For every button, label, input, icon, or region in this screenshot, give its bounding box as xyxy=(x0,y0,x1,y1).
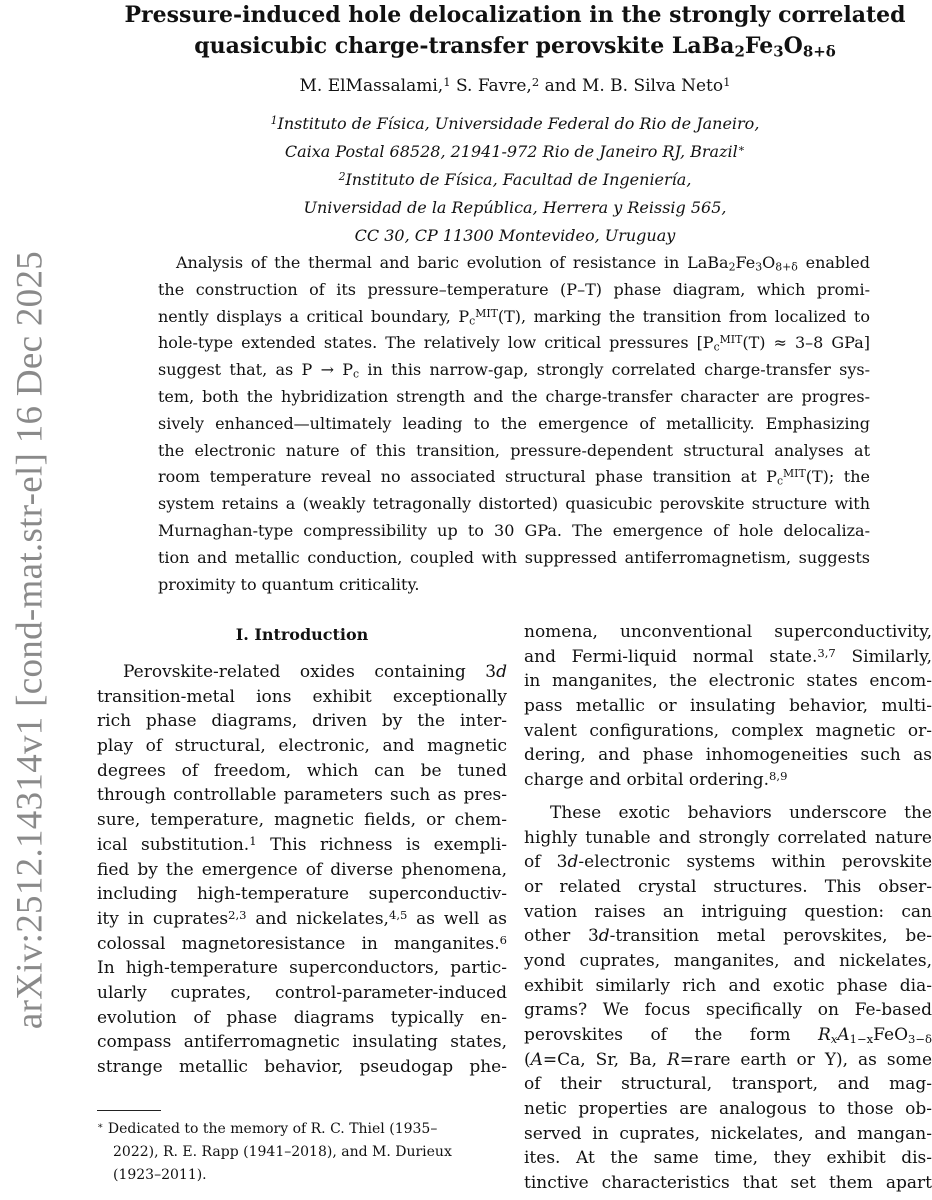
citation[interactable]: 4,5 xyxy=(388,907,408,922)
body-line: yond cuprates, manganites, and nickelates, xyxy=(524,950,932,971)
body-line: served in cuprates, nickelates, and mangan- xyxy=(524,1123,932,1144)
abstract-line: Murnaghan-type compressibility up to 30 GPa. The emergence of hole delocaliza- xyxy=(158,520,870,540)
abstract-line: suggest that, as $P \to P_c$ in this narrow-gap, strongly correlated charge-transfer sys- xyxy=(158,360,870,381)
body-line: nomena, unconventional superconductivity, xyxy=(524,622,932,642)
body-line: through controllable parameters such as pres- xyxy=(97,785,507,806)
right-column xyxy=(524,620,932,1196)
body-line: compass antiferromagnetic insulating states, xyxy=(97,1032,507,1053)
abstract-line: the electronic nature of this transition, pressure-dependent structural analyses at xyxy=(158,440,870,460)
body-line: degrees of freedom, which can be tuned xyxy=(97,760,507,781)
body-line: other 3d-transition metal perovskites, be- xyxy=(524,926,932,947)
footnote-line: 2022), R. E. Rapp (1941–2018), and M. Durieux xyxy=(113,1144,452,1160)
body-line: (A=Ca, Sr, Ba, R=rare earth or Y), as some xyxy=(524,1049,932,1070)
body-line: grams? We focus specifically on Fe-based xyxy=(524,1000,932,1021)
abstract-line: the construction of its pressure–temperature (P–T) phase diagram, which promi- xyxy=(158,279,870,299)
body-line: including high-temperature superconductiv- xyxy=(97,884,507,905)
abstract-line: proximity to quantum criticality. xyxy=(158,574,420,594)
body-line: ites. At the same time, they exhibit dis- xyxy=(524,1148,932,1169)
citation[interactable]: 6 xyxy=(499,932,507,947)
section-heading-introduction: I. Introduction xyxy=(235,625,369,644)
abstract-line: hole-type extended states. The relatively low critical pressures [$P_c^{MIT}(T) \approx 3-8$ GPa] xyxy=(158,333,870,355)
footnote-line: (1923–2011). xyxy=(113,1167,207,1183)
body-line: highly tunable and strongly correlated nature xyxy=(524,827,932,848)
body-line: strange metallic behavior, pseudogap phe- xyxy=(97,1057,507,1077)
abstract-line: sively enhanced—ultimately leading to the emergence of metallicity. Emphasizing xyxy=(158,413,870,433)
abstract-line: nently displays a critical boundary, $P_c^{MIT}(T)$, marking the transition from localized to xyxy=(158,306,870,328)
author-favre: S. Favre, xyxy=(450,76,532,96)
affiliation-1-line-1: $^1$Instituto de Física, Universidade Federal do Rio de Janeiro, xyxy=(270,114,760,133)
arxiv-identifier-stamp xyxy=(0,0,70,1200)
body-line: rich phase diagrams, driven by the inter- xyxy=(97,711,507,732)
footnote-rule xyxy=(97,1110,161,1111)
affiliation-2-line-2: Universidad de la República, Herrera y Reissig 565, xyxy=(303,198,727,217)
body-line: in manganites, the electronic states encom- xyxy=(524,671,932,692)
abstract-line: tion and metallic conduction, coupled with suppressed antiferromagnetism, suggests xyxy=(158,547,870,567)
body-line: or related crystal structures. This obser- xyxy=(524,876,932,897)
author-elmassalami: M. ElMassalami, xyxy=(299,76,444,96)
citation[interactable]: 1 xyxy=(249,833,257,848)
citation[interactable]: 8,9 xyxy=(769,768,788,783)
body-line: perovskites of the form $R_xA_{1-x}FeO_{3-\delta}$ xyxy=(524,1025,932,1046)
body-line: ularly cuprates, control-parameter-induced xyxy=(97,982,507,1003)
body-line: netic properties are analogous to those ob- xyxy=(524,1099,932,1120)
arxiv-id: arXiv:2512.14314v1 [cond-mat.str-el] 16 Dec 2025 xyxy=(9,250,51,1030)
body-line: tinctive characteristics that set them apart xyxy=(524,1173,932,1194)
affiliation-2-line-1: $^2$Instituto de Física, Facultad de Ingeniería, xyxy=(338,170,692,189)
title-line-1: Pressure-induced hole delocalization in the strongly correlated xyxy=(124,2,906,28)
body-line: charge and orbital ordering.$^{8,9}$ xyxy=(524,768,788,791)
footnote-line: ∗ Dedicated to the memory of R. C. Thiel (1935– xyxy=(97,1120,438,1137)
body-line: exhibit similarly rich and exotic phase dia- xyxy=(524,975,932,996)
author-list: M. ElMassalami,$^1$ S. Favre,$^2$ and M. B. Silva Neto$^1$ xyxy=(299,74,731,96)
body-line: play of structural, electronic, and magnetic xyxy=(97,736,507,757)
body-line: of 3d-electronic systems within perovskite xyxy=(524,852,932,873)
body-line: ical substitution.$^1$ This richness is exempli- xyxy=(97,833,507,855)
footnote xyxy=(97,1118,507,1187)
body-line: Perovskite-related oxides containing 3d xyxy=(123,662,507,682)
body-line: colossal magnetoresistance in manganites.$^6$ xyxy=(97,932,507,954)
title-formula: $LaBa_2Fe_3O_{8+\delta}$ xyxy=(671,33,836,61)
abstract-line: tem, both the hybridization strength and the charge-transfer character are progres- xyxy=(158,386,870,406)
title-line-2: quasicubic charge-transfer perovskite xyxy=(194,33,672,59)
affiliation-2-line-3: CC 30, CP 11300 Montevideo, Uruguay xyxy=(354,226,676,245)
body-line: These exotic behaviors underscore the xyxy=(550,802,932,823)
body-line: sure, temperature, magnetic fields, or chem- xyxy=(97,810,507,831)
body-line: ity in cuprates$^{2,3}$ and nickelates,$^{4,5}$ as well as xyxy=(97,907,507,929)
body-line: In high-temperature superconductors, partic- xyxy=(97,958,507,979)
affiliation-1-line-2: Caixa Postal 68528, 21941-972 Rio de Janeiro RJ, Brazil∗ xyxy=(284,142,746,161)
body-line: fied by the emergence of diverse phenomena, xyxy=(97,859,507,880)
author-silva-neto: and M. B. Silva Neto xyxy=(539,76,724,96)
citation[interactable]: 3,7 xyxy=(817,645,836,660)
body-line: evolution of phase diagrams typically en- xyxy=(97,1007,507,1028)
paper-title xyxy=(100,0,930,62)
abstract-line: Analysis of the thermal and baric evolution of resistance in $LaBa_2Fe_3O_{8+\delta}$ enabled xyxy=(176,253,870,274)
citation[interactable]: 2,3 xyxy=(228,907,247,922)
abstract-line: room temperature reveal no associated structural phase transition at $P_c^{MIT}(T)$; the xyxy=(158,467,870,489)
body-line: transition-metal ions exhibit exceptionally xyxy=(97,686,507,707)
abstract-line: system retains a (weakly tetragonally distorted) quasicubic perovskite structure with xyxy=(158,494,870,514)
body-line: vation raises an intriguing question: can xyxy=(524,901,932,922)
body-line: dering, and phase inhomogeneities such as xyxy=(524,745,932,766)
body-line: and Fermi-liquid normal state.$^{3,7}$ Similarly, xyxy=(524,645,932,667)
body-line: pass metallic or insulating behavior, multi- xyxy=(524,696,932,717)
affiliations xyxy=(100,110,930,250)
body-line: of their structural, transport, and mag- xyxy=(524,1074,932,1095)
abstract xyxy=(158,250,870,598)
body-line: valent configurations, complex magnetic or- xyxy=(524,720,932,741)
left-column xyxy=(97,620,507,1080)
